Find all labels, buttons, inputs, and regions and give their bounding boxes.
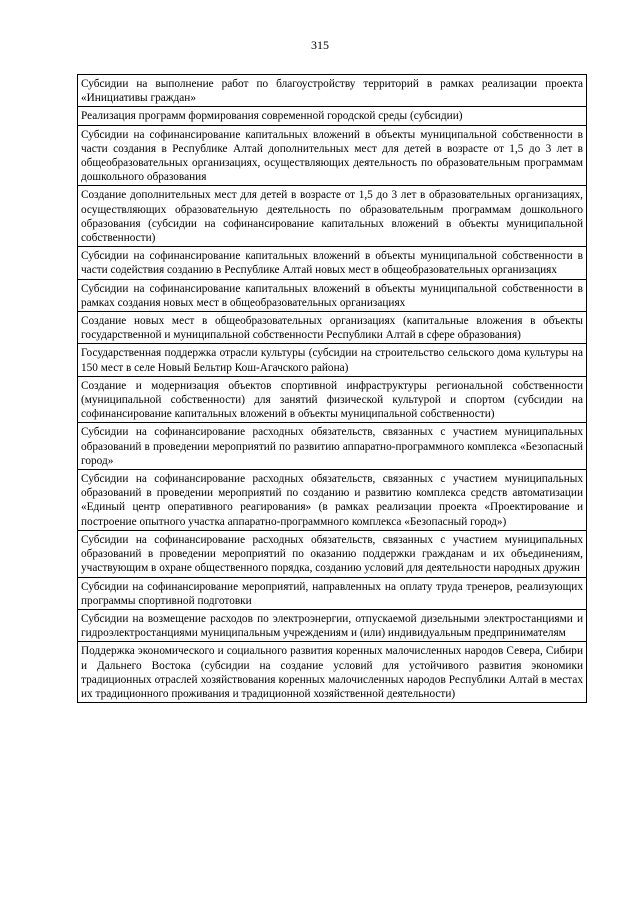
page-number: 315 <box>311 38 329 52</box>
table-row <box>78 376 587 423</box>
table-row <box>78 75 587 107</box>
subsidies-table <box>77 74 587 703</box>
table-cell: Субсидии на софинансирование расходных обязательств, связанных с участием муниципальных образований в проведении мероприятий по созданию и развитию комплекса средств автоматизации «Единый центр оперативного реагирования» (в рамках реализации проекта «Проектирование и построение опытного участка аппаратно-программного комплекса «Безопасный город») <box>78 470 587 531</box>
table-row <box>78 577 587 609</box>
table-cell: Создание и модернизация объектов спортивной инфраструктуры региональной собственности (муниципальной собственности) для занятий физической культурой и спортом (субсидии на софинансирование капитальных вложений в объекты муниципальной собственности) <box>78 376 587 423</box>
table-row <box>78 344 587 376</box>
table-row <box>78 470 587 531</box>
table-row <box>78 530 587 577</box>
table-cell: Поддержка экономического и социального развития коренных малочисленных народов Севера, Сибири и Дальнего Востока (субсидии на создание условий для устойчивого развития экономики традиционных отраслей хозяйствования коренных малочисленных народов Республики Алтай в местах их традиционного проживания и традиционной хозяйственной деятельности) <box>78 642 587 703</box>
table-row <box>78 312 587 344</box>
table-cell: Субсидии на софинансирование капитальных вложений в объекты муниципальной собственности в части содействия созданию в Республике Алтай новых мест в общеобразовательных организациях <box>78 247 587 279</box>
table-cell: Субсидии на выполнение работ по благоустройству территорий в рамках реализации проекта «Инициативы граждан» <box>78 75 587 107</box>
table-row <box>78 279 587 311</box>
table-row <box>78 642 587 703</box>
table-cell: Создание новых мест в общеобразовательных организациях (капитальные вложения в объекты государственной и муниципальной собственности Республики Алтай в сфере образования) <box>78 312 587 344</box>
table-cell: Субсидии на софинансирование капитальных вложений в объекты муниципальной собственности в рамках создания новых мест в общеобразовательных организациях <box>78 279 587 311</box>
table-row <box>78 609 587 641</box>
table-row <box>78 247 587 279</box>
table-row <box>78 186 587 247</box>
table-cell: Субсидии на возмещение расходов по электроэнергии, отпускаемой дизельными электростанциями и гидроэлектростанциями муниципальным учреждениям и (или) индивидуальным предпринимателям <box>78 609 587 641</box>
table-row <box>78 423 587 470</box>
table-cell: Субсидии на софинансирование капитальных вложений в объекты муниципальной собственности в части создания в Республике Алтай дополнительных мест для детей в возрасте от 1,5 до 3 лет в общеобразовательных организациях, осуществляющих деятельность по образовательным программам дошкольного образования <box>78 125 587 186</box>
table-row <box>78 125 587 186</box>
table-cell: Создание дополнительных мест для детей в возрасте от 1,5 до 3 лет в образовательных организациях, осуществляющих образовательную деятельность по образовательным программам дошкольного образования (субсидии на софинансирование капитальных вложений в объекты муниципальной собственности) <box>78 186 587 247</box>
table-cell: Государственная поддержка отрасли культуры (субсидии на строительство сельского дома культуры на 150 мест в селе Новый Бельтир Кош-Агачского района) <box>78 344 587 376</box>
table-cell: Субсидии на софинансирование расходных обязательств, связанных с участием муниципальных образований в проведении мероприятий по оказанию поддержки гражданам и их объединениям, участвующим в охране общественного порядка, созданию условий для деятельности народных дружин <box>78 530 587 577</box>
table-cell: Субсидии на софинансирование расходных обязательств, связанных с участием муниципальных образований в проведении мероприятий по развитию аппаратно-программного комплекса «Безопасный город» <box>78 423 587 470</box>
table-row <box>78 107 587 125</box>
table-cell: Субсидии на софинансирование мероприятий, направленных на оплату труда тренеров, реализующих программы спортивной подготовки <box>78 577 587 609</box>
table-cell: Реализация программ формирования современной городской среды (субсидии) <box>78 107 587 125</box>
